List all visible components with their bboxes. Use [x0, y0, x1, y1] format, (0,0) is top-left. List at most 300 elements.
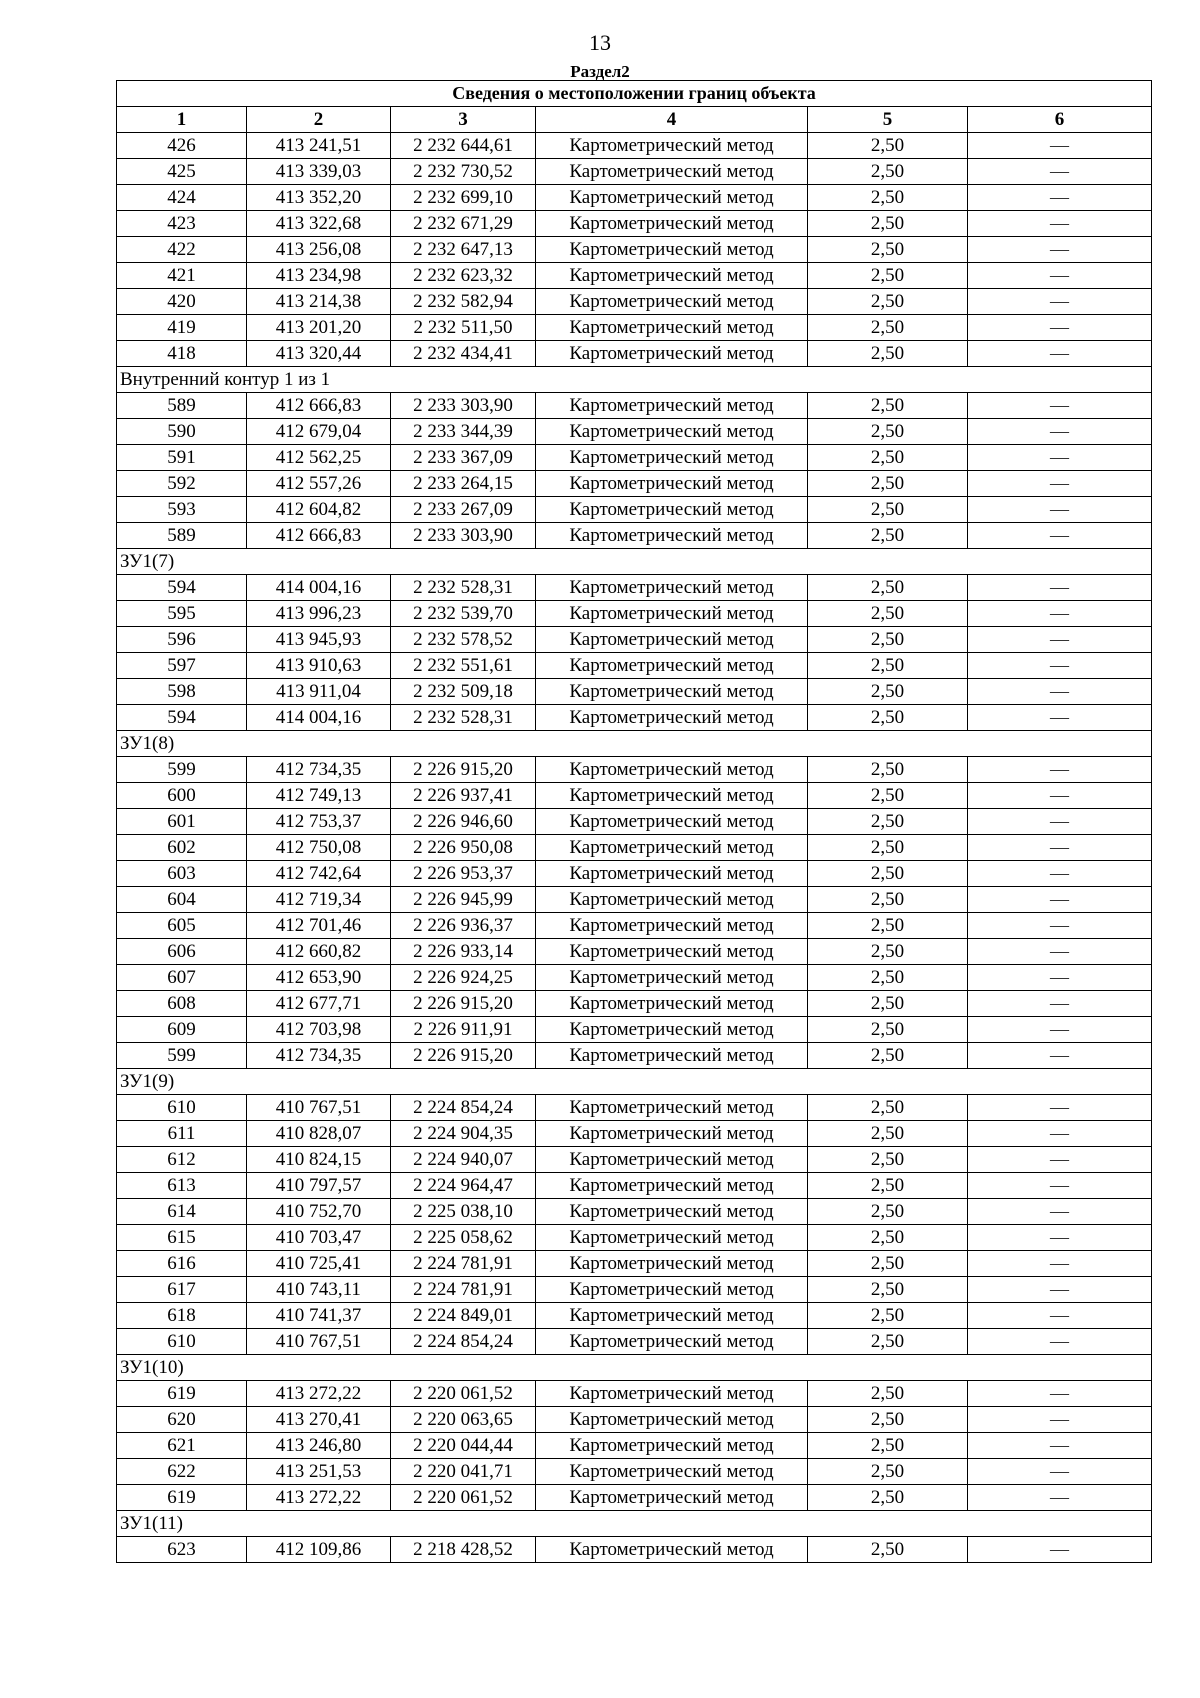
accuracy-cell: 2,50	[808, 133, 968, 159]
table-row	[117, 159, 1152, 185]
y-coordinate-cell: 2 233 267,09	[391, 497, 536, 523]
point-number-cell: 426	[117, 133, 247, 159]
accuracy-cell: 2,50	[808, 653, 968, 679]
method-cell: Картометрический метод	[536, 705, 808, 731]
table-row	[117, 887, 1152, 913]
y-coordinate-cell: 2 226 950,08	[391, 835, 536, 861]
accuracy-cell: 2,50	[808, 1095, 968, 1121]
accuracy-cell: 2,50	[808, 1381, 968, 1407]
y-coordinate-cell: 2 232 528,31	[391, 575, 536, 601]
table-row	[117, 965, 1152, 991]
description-cell: —	[968, 211, 1152, 237]
table-row	[117, 1121, 1152, 1147]
description-cell: —	[968, 939, 1152, 965]
x-coordinate-cell: 413 339,03	[247, 159, 391, 185]
table-row	[117, 809, 1152, 835]
contour-group-row	[117, 1069, 1152, 1095]
point-number-cell: 621	[117, 1433, 247, 1459]
point-number-cell: 424	[117, 185, 247, 211]
contour-group-label: ЗУ1(7)	[117, 549, 1152, 575]
table-row	[117, 991, 1152, 1017]
point-number-cell: 617	[117, 1277, 247, 1303]
y-coordinate-cell: 2 232 647,13	[391, 237, 536, 263]
x-coordinate-cell: 410 797,57	[247, 1173, 391, 1199]
y-coordinate-cell: 2 224 904,35	[391, 1121, 536, 1147]
point-number-cell: 607	[117, 965, 247, 991]
table-row	[117, 1199, 1152, 1225]
accuracy-cell: 2,50	[808, 783, 968, 809]
x-coordinate-cell: 410 725,41	[247, 1251, 391, 1277]
method-cell: Картометрический метод	[536, 1459, 808, 1485]
description-cell: —	[968, 575, 1152, 601]
description-cell: —	[968, 991, 1152, 1017]
table-row	[117, 1537, 1152, 1563]
column-number-row	[117, 107, 1152, 133]
description-cell: —	[968, 497, 1152, 523]
accuracy-cell: 2,50	[808, 939, 968, 965]
accuracy-cell: 2,50	[808, 887, 968, 913]
description-cell: —	[968, 1173, 1152, 1199]
y-coordinate-cell: 2 226 933,14	[391, 939, 536, 965]
y-coordinate-cell: 2 232 671,29	[391, 211, 536, 237]
table-row	[117, 1303, 1152, 1329]
x-coordinate-cell: 413 272,22	[247, 1485, 391, 1511]
description-cell: —	[968, 185, 1152, 211]
method-cell: Картометрический метод	[536, 1407, 808, 1433]
x-coordinate-cell: 413 996,23	[247, 601, 391, 627]
y-coordinate-cell: 2 232 539,70	[391, 601, 536, 627]
x-coordinate-cell: 412 109,86	[247, 1537, 391, 1563]
y-coordinate-cell: 2 232 551,61	[391, 653, 536, 679]
accuracy-cell: 2,50	[808, 471, 968, 497]
method-cell: Картометрический метод	[536, 1381, 808, 1407]
x-coordinate-cell: 412 703,98	[247, 1017, 391, 1043]
x-coordinate-cell: 412 701,46	[247, 913, 391, 939]
accuracy-cell: 2,50	[808, 211, 968, 237]
y-coordinate-cell: 2 232 623,32	[391, 263, 536, 289]
table-row	[117, 1043, 1152, 1069]
method-cell: Картометрический метод	[536, 1329, 808, 1355]
point-number-cell: 425	[117, 159, 247, 185]
contour-group-row	[117, 1511, 1152, 1537]
description-cell: —	[968, 289, 1152, 315]
point-number-cell: 609	[117, 1017, 247, 1043]
y-coordinate-cell: 2 232 578,52	[391, 627, 536, 653]
accuracy-cell: 2,50	[808, 1329, 968, 1355]
contour-group-row	[117, 549, 1152, 575]
point-number-cell: 419	[117, 315, 247, 341]
table-row	[117, 1277, 1152, 1303]
description-cell: —	[968, 705, 1152, 731]
table-row	[117, 679, 1152, 705]
method-cell: Картометрический метод	[536, 1251, 808, 1277]
table-row	[117, 1095, 1152, 1121]
accuracy-cell: 2,50	[808, 237, 968, 263]
y-coordinate-cell: 2 224 781,91	[391, 1277, 536, 1303]
accuracy-cell: 2,50	[808, 1485, 968, 1511]
table-row	[117, 1407, 1152, 1433]
method-cell: Картометрический метод	[536, 601, 808, 627]
method-cell: Картометрический метод	[536, 939, 808, 965]
y-coordinate-cell: 2 220 044,44	[391, 1433, 536, 1459]
y-coordinate-cell: 2 226 915,20	[391, 1043, 536, 1069]
table-row	[117, 341, 1152, 367]
method-cell: Картометрический метод	[536, 393, 808, 419]
y-coordinate-cell: 2 233 303,90	[391, 393, 536, 419]
x-coordinate-cell: 413 256,08	[247, 237, 391, 263]
method-cell: Картометрический метод	[536, 1147, 808, 1173]
x-coordinate-cell: 412 557,26	[247, 471, 391, 497]
accuracy-cell: 2,50	[808, 263, 968, 289]
accuracy-cell: 2,50	[808, 1147, 968, 1173]
y-coordinate-cell: 2 225 058,62	[391, 1225, 536, 1251]
x-coordinate-cell: 412 666,83	[247, 393, 391, 419]
x-coordinate-cell: 410 828,07	[247, 1121, 391, 1147]
method-cell: Картометрический метод	[536, 1017, 808, 1043]
contour-group-label: ЗУ1(10)	[117, 1355, 1152, 1381]
y-coordinate-cell: 2 233 344,39	[391, 419, 536, 445]
method-cell: Картометрический метод	[536, 783, 808, 809]
description-cell: —	[968, 159, 1152, 185]
accuracy-cell: 2,50	[808, 679, 968, 705]
accuracy-cell: 2,50	[808, 315, 968, 341]
x-coordinate-cell: 413 214,38	[247, 289, 391, 315]
description-cell: —	[968, 1407, 1152, 1433]
x-coordinate-cell: 412 679,04	[247, 419, 391, 445]
accuracy-cell: 2,50	[808, 757, 968, 783]
accuracy-cell: 2,50	[808, 1017, 968, 1043]
point-number-cell: 611	[117, 1121, 247, 1147]
x-coordinate-cell: 413 322,68	[247, 211, 391, 237]
description-cell: —	[968, 653, 1152, 679]
point-number-cell: 422	[117, 237, 247, 263]
point-number-cell: 591	[117, 445, 247, 471]
method-cell: Картометрический метод	[536, 185, 808, 211]
x-coordinate-cell: 410 767,51	[247, 1329, 391, 1355]
description-cell: —	[968, 445, 1152, 471]
x-coordinate-cell: 410 741,37	[247, 1303, 391, 1329]
method-cell: Картометрический метод	[536, 991, 808, 1017]
table-row	[117, 393, 1152, 419]
y-coordinate-cell: 2 226 945,99	[391, 887, 536, 913]
y-coordinate-cell: 2 232 509,18	[391, 679, 536, 705]
method-cell: Картометрический метод	[536, 575, 808, 601]
method-cell: Картометрический метод	[536, 419, 808, 445]
point-number-cell: 602	[117, 835, 247, 861]
description-cell: —	[968, 523, 1152, 549]
method-cell: Картометрический метод	[536, 497, 808, 523]
y-coordinate-cell: 2 233 303,90	[391, 523, 536, 549]
table-row	[117, 1225, 1152, 1251]
point-number-cell: 593	[117, 497, 247, 523]
point-number-cell: 423	[117, 211, 247, 237]
accuracy-cell: 2,50	[808, 1459, 968, 1485]
x-coordinate-cell: 414 004,16	[247, 575, 391, 601]
table-row	[117, 445, 1152, 471]
point-number-cell: 619	[117, 1485, 247, 1511]
description-cell: —	[968, 1329, 1152, 1355]
method-cell: Картометрический метод	[536, 1433, 808, 1459]
accuracy-cell: 2,50	[808, 445, 968, 471]
table-head	[117, 81, 1152, 133]
table-row	[117, 471, 1152, 497]
method-cell: Картометрический метод	[536, 861, 808, 887]
y-coordinate-cell: 2 226 915,20	[391, 991, 536, 1017]
point-number-cell: 610	[117, 1329, 247, 1355]
method-cell: Картометрический метод	[536, 1537, 808, 1563]
x-coordinate-cell: 413 352,20	[247, 185, 391, 211]
method-cell: Картометрический метод	[536, 445, 808, 471]
accuracy-cell: 2,50	[808, 1433, 968, 1459]
table-row	[117, 133, 1152, 159]
table-row	[117, 1017, 1152, 1043]
y-coordinate-cell: 2 225 038,10	[391, 1199, 536, 1225]
table-row	[117, 653, 1152, 679]
accuracy-cell: 2,50	[808, 991, 968, 1017]
description-cell: —	[968, 1017, 1152, 1043]
contour-group-row	[117, 367, 1152, 393]
method-cell: Картометрический метод	[536, 627, 808, 653]
point-number-cell: 603	[117, 861, 247, 887]
description-cell: —	[968, 679, 1152, 705]
description-cell: —	[968, 887, 1152, 913]
description-cell: —	[968, 627, 1152, 653]
x-coordinate-cell: 414 004,16	[247, 705, 391, 731]
description-cell: —	[968, 1121, 1152, 1147]
x-coordinate-cell: 412 660,82	[247, 939, 391, 965]
description-cell: —	[968, 133, 1152, 159]
x-coordinate-cell: 413 945,93	[247, 627, 391, 653]
method-cell: Картометрический метод	[536, 1095, 808, 1121]
y-coordinate-cell: 2 226 915,20	[391, 757, 536, 783]
table-row	[117, 1251, 1152, 1277]
y-coordinate-cell: 2 224 781,91	[391, 1251, 536, 1277]
boundary-points-table	[116, 80, 1152, 1563]
table-row	[117, 783, 1152, 809]
description-cell: —	[968, 783, 1152, 809]
table-row	[117, 1381, 1152, 1407]
x-coordinate-cell: 410 767,51	[247, 1095, 391, 1121]
contour-group-label: Внутренний контур 1 из 1	[117, 367, 1152, 393]
y-coordinate-cell: 2 233 264,15	[391, 471, 536, 497]
description-cell: —	[968, 393, 1152, 419]
method-cell: Картометрический метод	[536, 237, 808, 263]
point-number-cell: 421	[117, 263, 247, 289]
point-number-cell: 594	[117, 705, 247, 731]
x-coordinate-cell: 412 734,35	[247, 1043, 391, 1069]
accuracy-cell: 2,50	[808, 289, 968, 315]
table-row	[117, 1433, 1152, 1459]
table-row	[117, 913, 1152, 939]
point-number-cell: 589	[117, 523, 247, 549]
description-cell: —	[968, 237, 1152, 263]
x-coordinate-cell: 413 910,63	[247, 653, 391, 679]
description-cell: —	[968, 601, 1152, 627]
contour-group-label: ЗУ1(8)	[117, 731, 1152, 757]
column-header: 5	[808, 107, 968, 133]
point-number-cell: 596	[117, 627, 247, 653]
method-cell: Картометрический метод	[536, 1225, 808, 1251]
method-cell: Картометрический метод	[536, 1199, 808, 1225]
point-number-cell: 608	[117, 991, 247, 1017]
table-row	[117, 1147, 1152, 1173]
y-coordinate-cell: 2 233 367,09	[391, 445, 536, 471]
x-coordinate-cell: 413 272,22	[247, 1381, 391, 1407]
accuracy-cell: 2,50	[808, 393, 968, 419]
table-row	[117, 289, 1152, 315]
table-row	[117, 185, 1152, 211]
method-cell: Картометрический метод	[536, 159, 808, 185]
accuracy-cell: 2,50	[808, 965, 968, 991]
point-number-cell: 598	[117, 679, 247, 705]
x-coordinate-cell: 412 677,71	[247, 991, 391, 1017]
point-number-cell: 592	[117, 471, 247, 497]
x-coordinate-cell: 410 743,11	[247, 1277, 391, 1303]
x-coordinate-cell: 410 752,70	[247, 1199, 391, 1225]
x-coordinate-cell: 413 234,98	[247, 263, 391, 289]
accuracy-cell: 2,50	[808, 575, 968, 601]
point-number-cell: 606	[117, 939, 247, 965]
column-header: 2	[247, 107, 391, 133]
accuracy-cell: 2,50	[808, 835, 968, 861]
method-cell: Картометрический метод	[536, 835, 808, 861]
y-coordinate-cell: 2 218 428,52	[391, 1537, 536, 1563]
y-coordinate-cell: 2 226 953,37	[391, 861, 536, 887]
y-coordinate-cell: 2 226 937,41	[391, 783, 536, 809]
description-cell: —	[968, 1095, 1152, 1121]
point-number-cell: 610	[117, 1095, 247, 1121]
y-coordinate-cell: 2 220 063,65	[391, 1407, 536, 1433]
table-row	[117, 497, 1152, 523]
method-cell: Картометрический метод	[536, 1173, 808, 1199]
method-cell: Картометрический метод	[536, 653, 808, 679]
description-cell: —	[968, 1537, 1152, 1563]
description-cell: —	[968, 861, 1152, 887]
point-number-cell: 418	[117, 341, 247, 367]
x-coordinate-cell: 413 201,20	[247, 315, 391, 341]
description-cell: —	[968, 471, 1152, 497]
accuracy-cell: 2,50	[808, 627, 968, 653]
accuracy-cell: 2,50	[808, 601, 968, 627]
x-coordinate-cell: 413 911,04	[247, 679, 391, 705]
accuracy-cell: 2,50	[808, 1537, 968, 1563]
x-coordinate-cell: 413 241,51	[247, 133, 391, 159]
y-coordinate-cell: 2 220 041,71	[391, 1459, 536, 1485]
y-coordinate-cell: 2 220 061,52	[391, 1381, 536, 1407]
accuracy-cell: 2,50	[808, 1277, 968, 1303]
description-cell: —	[968, 835, 1152, 861]
point-number-cell: 599	[117, 757, 247, 783]
x-coordinate-cell: 413 270,41	[247, 1407, 391, 1433]
column-header: 3	[391, 107, 536, 133]
description-cell: —	[968, 1043, 1152, 1069]
point-number-cell: 613	[117, 1173, 247, 1199]
y-coordinate-cell: 2 232 511,50	[391, 315, 536, 341]
accuracy-cell: 2,50	[808, 1407, 968, 1433]
x-coordinate-cell: 412 753,37	[247, 809, 391, 835]
method-cell: Картометрический метод	[536, 263, 808, 289]
method-cell: Картометрический метод	[536, 913, 808, 939]
description-cell: —	[968, 913, 1152, 939]
method-cell: Картометрический метод	[536, 289, 808, 315]
table-caption: Сведения о местоположении границ объекта	[117, 81, 1152, 107]
accuracy-cell: 2,50	[808, 1173, 968, 1199]
accuracy-cell: 2,50	[808, 1043, 968, 1069]
description-cell: —	[968, 757, 1152, 783]
point-number-cell: 619	[117, 1381, 247, 1407]
method-cell: Картометрический метод	[536, 1303, 808, 1329]
x-coordinate-cell: 413 246,80	[247, 1433, 391, 1459]
description-cell: —	[968, 809, 1152, 835]
point-number-cell: 595	[117, 601, 247, 627]
accuracy-cell: 2,50	[808, 705, 968, 731]
table-row	[117, 705, 1152, 731]
point-number-cell: 605	[117, 913, 247, 939]
point-number-cell: 589	[117, 393, 247, 419]
point-number-cell: 620	[117, 1407, 247, 1433]
point-number-cell: 594	[117, 575, 247, 601]
description-cell: —	[968, 1381, 1152, 1407]
contour-group-row	[117, 1355, 1152, 1381]
table-row	[117, 1485, 1152, 1511]
accuracy-cell: 2,50	[808, 419, 968, 445]
description-cell: —	[968, 341, 1152, 367]
accuracy-cell: 2,50	[808, 497, 968, 523]
accuracy-cell: 2,50	[808, 523, 968, 549]
description-cell: —	[968, 419, 1152, 445]
x-coordinate-cell: 412 604,82	[247, 497, 391, 523]
y-coordinate-cell: 2 232 730,52	[391, 159, 536, 185]
y-coordinate-cell: 2 226 911,91	[391, 1017, 536, 1043]
y-coordinate-cell: 2 226 924,25	[391, 965, 536, 991]
x-coordinate-cell: 412 666,83	[247, 523, 391, 549]
table-row	[117, 237, 1152, 263]
point-number-cell: 600	[117, 783, 247, 809]
method-cell: Картометрический метод	[536, 341, 808, 367]
table-row	[117, 419, 1152, 445]
y-coordinate-cell: 2 224 964,47	[391, 1173, 536, 1199]
method-cell: Картометрический метод	[536, 1043, 808, 1069]
method-cell: Картометрический метод	[536, 1485, 808, 1511]
y-coordinate-cell: 2 220 061,52	[391, 1485, 536, 1511]
section-title: Раздел2	[570, 62, 630, 81]
accuracy-cell: 2,50	[808, 1121, 968, 1147]
method-cell: Картометрический метод	[536, 757, 808, 783]
point-number-cell: 599	[117, 1043, 247, 1069]
contour-group-row	[117, 731, 1152, 757]
description-cell: —	[968, 1303, 1152, 1329]
description-cell: —	[968, 1225, 1152, 1251]
x-coordinate-cell: 412 750,08	[247, 835, 391, 861]
method-cell: Картометрический метод	[536, 211, 808, 237]
description-cell: —	[968, 263, 1152, 289]
method-cell: Картометрический метод	[536, 1277, 808, 1303]
accuracy-cell: 2,50	[808, 809, 968, 835]
table-row	[117, 211, 1152, 237]
table-row	[117, 627, 1152, 653]
accuracy-cell: 2,50	[808, 1225, 968, 1251]
method-cell: Картометрический метод	[536, 965, 808, 991]
point-number-cell: 623	[117, 1537, 247, 1563]
table-row	[117, 575, 1152, 601]
description-cell: —	[968, 1459, 1152, 1485]
column-header: 1	[117, 107, 247, 133]
column-header: 4	[536, 107, 808, 133]
table-row	[117, 1459, 1152, 1485]
table-row	[117, 1329, 1152, 1355]
table-row	[117, 315, 1152, 341]
description-cell: —	[968, 1251, 1152, 1277]
